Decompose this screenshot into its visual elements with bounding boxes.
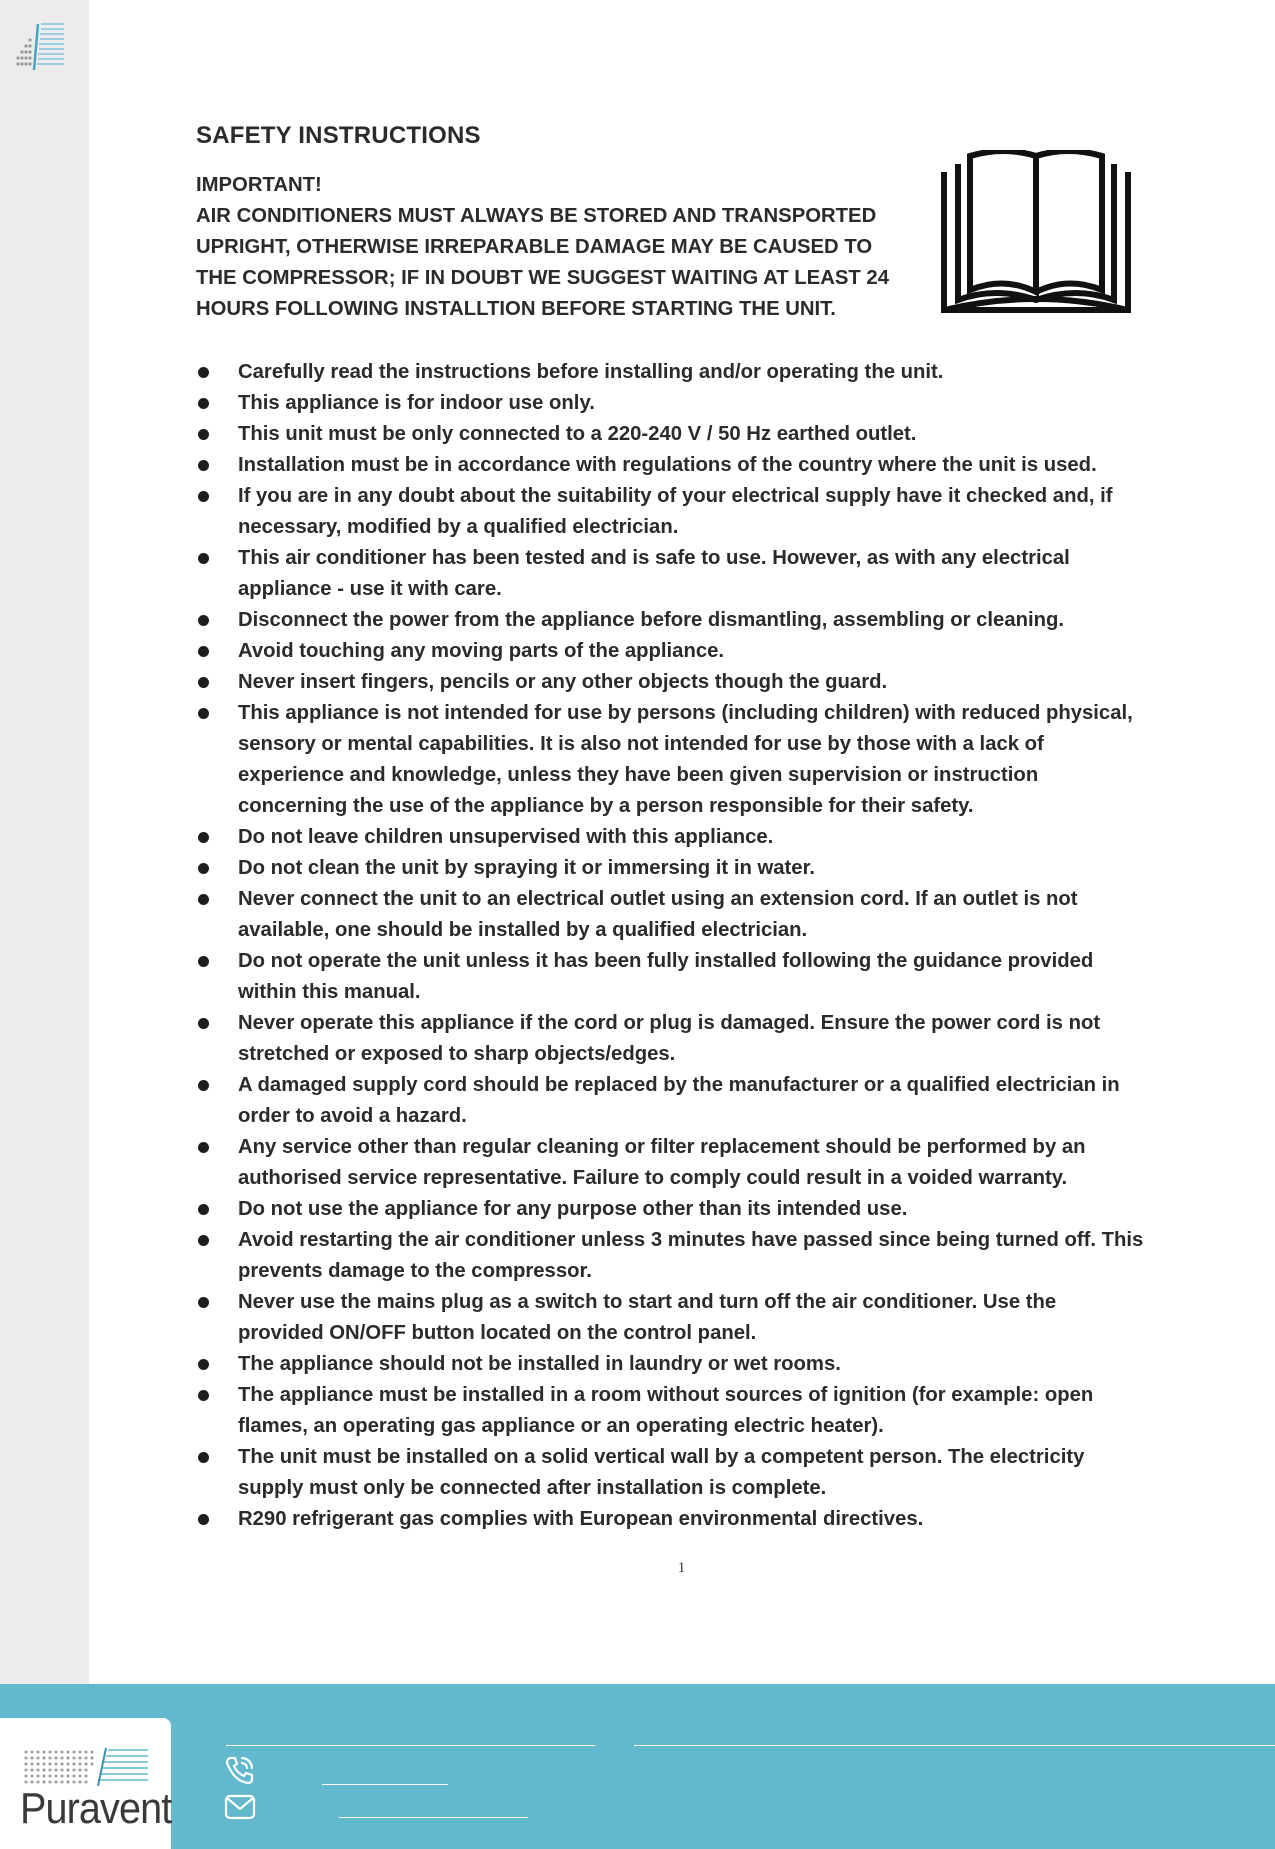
instruction-item — [196, 636, 1196, 667]
instruction-item — [196, 698, 1196, 822]
page-number: 1 — [677, 1560, 686, 1576]
important-notice — [196, 170, 916, 325]
instruction-item — [196, 1380, 1196, 1442]
instruction-text: stretched or exposed to sharp objects/edges. — [238, 1043, 676, 1065]
instruction-list — [196, 357, 1196, 1535]
bullet-icon — [198, 1297, 209, 1308]
instruction-text: order to avoid a hazard. — [238, 1105, 467, 1127]
instruction-text: This appliance is for indoor use only. — [238, 392, 595, 414]
email-underline — [339, 1817, 528, 1818]
footer-divider — [226, 1745, 595, 1746]
logo-dots-icon — [22, 1746, 150, 1786]
instruction-text: Avoid touching any moving parts of the appliance. — [238, 640, 725, 662]
instruction-item — [196, 1349, 1196, 1380]
instruction-text: Installation must be in accordance with regulations of the country where the unit is used. — [238, 454, 1097, 476]
instruction-item — [196, 853, 1196, 884]
bullet-icon — [198, 1235, 209, 1246]
instruction-text: This air conditioner has been tested and is safe to use. However, as with any electrical — [238, 547, 1070, 569]
instruction-item — [196, 946, 1196, 1008]
instruction-item — [196, 1132, 1196, 1194]
instruction-text: This appliance is not intended for use by persons (including children) with reduced physical, — [238, 702, 1133, 724]
instruction-item — [196, 1442, 1196, 1504]
instruction-item — [196, 822, 1196, 853]
instruction-item — [196, 481, 1196, 543]
instruction-text: Do not leave children unsupervised with this appliance. — [238, 826, 774, 848]
instruction-text: Carefully read the instructions before installing and/or operating the unit. — [238, 361, 944, 383]
bullet-icon — [198, 1142, 209, 1153]
bullet-icon — [198, 1390, 209, 1401]
instruction-item — [196, 884, 1196, 946]
notice-line: AIR CONDITIONERS MUST ALWAYS BE STORED AND TRANSPORTED — [196, 205, 877, 227]
bullet-icon — [198, 491, 209, 502]
instruction-text: Any service other than regular cleaning or filter replacement should be performed by an — [238, 1136, 1086, 1158]
bullet-icon — [198, 863, 209, 874]
instruction-text: experience and knowledge, unless they have been given supervision or instruction — [238, 764, 1039, 786]
instruction-text: available, one should be installed by a qualified electrician. — [238, 919, 808, 941]
instruction-item — [196, 450, 1196, 481]
instruction-text: prevents damage to the compressor. — [238, 1260, 592, 1282]
footer-logo — [0, 1718, 171, 1849]
instruction-text: Do not operate the unit unless it has been fully installed following the guidance provided — [238, 950, 1094, 972]
brand-mark-icon — [14, 18, 66, 72]
instruction-text: Disconnect the power from the appliance before dismantling, assembling or cleaning. — [238, 609, 1065, 631]
phone-underline — [322, 1784, 448, 1785]
notice-line: THE COMPRESSOR; IF IN DOUBT WE SUGGEST WAITING AT LEAST 24 — [196, 267, 889, 289]
instruction-text: Never connect the unit to an electrical outlet using an extension cord. If an outlet is not — [238, 888, 1078, 910]
instruction-text: appliance - use it with care. — [238, 578, 502, 600]
instruction-text: Never operate this appliance if the cord or plug is damaged. Ensure the power cord is not — [238, 1012, 1101, 1034]
bullet-icon — [198, 1080, 209, 1091]
bullet-icon — [198, 553, 209, 564]
instruction-text: The unit must be installed on a solid vertical wall by a competent person. The electricity — [238, 1446, 1085, 1468]
instruction-text: sensory or mental capabilities. It is also not intended for use by those with a lack of — [238, 733, 1044, 755]
instruction-text: flames, an operating gas appliance or an operating electric heater). — [238, 1415, 884, 1437]
bullet-icon — [198, 398, 209, 409]
bullet-icon — [198, 429, 209, 440]
instruction-text: Never insert fingers, pencils or any other objects though the guard. — [238, 671, 888, 693]
bullet-icon — [198, 894, 209, 905]
instruction-item — [196, 1008, 1196, 1070]
instruction-text: The appliance must be installed in a room without sources of ignition (for example: open — [238, 1384, 1094, 1406]
instruction-item — [196, 357, 1196, 388]
notice-line: UPRIGHT, OTHERWISE IRREPARABLE DAMAGE MAY BE CAUSED TO — [196, 236, 873, 258]
mail-icon[interactable] — [224, 1794, 256, 1820]
notice-line: HOURS FOLLOWING INSTALLTION BEFORE STARTING THE UNIT. — [196, 298, 836, 320]
instruction-text: authorised service representative. Failure to comply could result in a voided warranty. — [238, 1167, 1068, 1189]
brand-name: Puravent — [20, 1784, 172, 1833]
bullet-icon — [198, 708, 209, 719]
bullet-icon — [198, 1018, 209, 1029]
bullet-icon — [198, 1514, 209, 1525]
bullet-icon — [198, 677, 209, 688]
bullet-icon — [198, 367, 209, 378]
instruction-item — [196, 1225, 1196, 1287]
bullet-icon — [198, 1452, 209, 1463]
instruction-text: This unit must be only connected to a 220-240 V / 50 Hz earthed outlet. — [238, 423, 917, 445]
bullet-icon — [198, 460, 209, 471]
read-manual-icon — [940, 150, 1132, 316]
instruction-text: Do not use the appliance for any purpose other than its intended use. — [238, 1198, 908, 1220]
notice-line: IMPORTANT! — [196, 174, 322, 196]
bullet-icon — [198, 646, 209, 657]
instruction-item — [196, 1070, 1196, 1132]
phone-icon[interactable] — [224, 1754, 256, 1786]
instruction-item — [196, 1194, 1196, 1225]
bullet-icon — [198, 615, 209, 626]
instruction-text: If you are in any doubt about the suitability of your electrical supply have it checked and, if — [238, 485, 1113, 507]
bullet-icon — [198, 832, 209, 843]
instruction-text: The appliance should not be installed in laundry or wet rooms. — [238, 1353, 841, 1375]
instruction-text: within this manual. — [238, 981, 421, 1003]
bullet-icon — [198, 956, 209, 967]
bullet-icon — [198, 1204, 209, 1215]
instruction-item — [196, 419, 1196, 450]
instruction-text: Never use the mains plug as a switch to start and turn off the air conditioner. Use the — [238, 1291, 1057, 1313]
instruction-text: concerning the use of the appliance by a person responsible for their safety. — [238, 795, 974, 817]
instruction-item — [196, 1287, 1196, 1349]
instruction-text: supply must only be connected after installation is complete. — [238, 1477, 827, 1499]
instruction-text: provided ON/OFF button located on the control panel. — [238, 1322, 757, 1344]
side-strip — [0, 0, 89, 1684]
instruction-text: necessary, modified by a qualified electrician. — [238, 516, 679, 538]
instruction-text: Do not clean the unit by spraying it or immersing it in water. — [238, 857, 815, 879]
footer-divider — [634, 1745, 1275, 1746]
footer-bar — [0, 1684, 1275, 1849]
instruction-item — [196, 667, 1196, 698]
instruction-item — [196, 605, 1196, 636]
instruction-text: Avoid restarting the air conditioner unless 3 minutes have passed since being turned off. This — [238, 1229, 1144, 1251]
page-title: SAFETY INSTRUCTIONS — [196, 122, 481, 149]
instruction-text: R290 refrigerant gas complies with European environmental directives. — [238, 1508, 924, 1530]
instruction-text: A damaged supply cord should be replaced by the manufacturer or a qualified electrician in — [238, 1074, 1120, 1096]
bullet-icon — [198, 1359, 209, 1370]
instruction-item — [196, 1504, 1196, 1535]
instruction-item — [196, 388, 1196, 419]
instruction-item — [196, 543, 1196, 605]
